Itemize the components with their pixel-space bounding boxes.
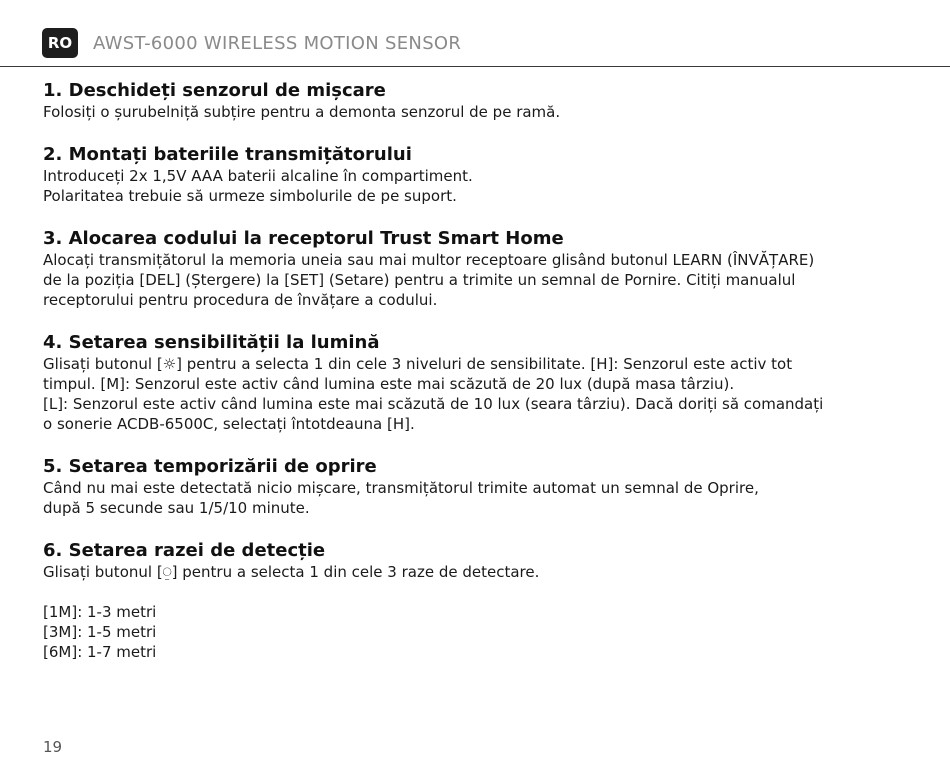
section-text-line: receptorului pentru procedura de învățare a codului. <box>43 291 438 309</box>
section-light-sensitivity <box>43 332 913 434</box>
section-text-line: Alocați transmițătorul la memoria uneia sau mai multor receptoare glisând butonul LEARN (ÎNVĂȚARE) <box>43 251 815 269</box>
section-text-line: Polaritatea trebuie să urmeze simbolurile de pe suport. <box>43 187 457 205</box>
blank-line <box>43 582 913 602</box>
page-header <box>0 0 950 67</box>
section-text-line: o sonerie ACDB-6500C, selectați întotdeauna [H]. <box>43 415 415 433</box>
section-install-batteries <box>43 144 913 206</box>
section-detection-range <box>43 540 913 662</box>
section-text-line: [L]: Senzorul este activ când lumina este mai scăzută de 10 lux (seara târziu). Dacă doriți să comandați <box>43 395 824 413</box>
section-title: 1. Deschideți senzorul de mișcare <box>43 80 386 101</box>
section-title: 2. Montați bateriile transmițătorului <box>43 144 412 165</box>
section-open-sensor <box>43 80 913 122</box>
page-number: 19 <box>43 738 63 756</box>
range-option-3m: [3M]: 1-5 metri <box>43 623 157 641</box>
section-code-assignment <box>43 228 913 310</box>
language-badge: RO <box>42 28 78 58</box>
instructions-content <box>43 80 913 684</box>
section-text-line: Glisați butonul [☼] pentru a selecta 1 din cele 3 niveluri de sensibilitate. [H]: Senzorul este activ tot <box>43 355 793 373</box>
section-title: 3. Alocarea codului la receptorul Trust Smart Home <box>43 228 564 249</box>
section-text-line: de la poziția [DEL] (Ștergere) la [SET] (Setare) pentru a trimite un semnal de Pornire. Citiți manualul <box>43 271 796 289</box>
range-option-1m: [1M]: 1-3 metri <box>43 603 157 621</box>
section-text-line: Folosiți o șurubelniță subțire pentru a demonta senzorul de pe ramă. <box>43 103 561 121</box>
section-text-line: Când nu mai este detectată nicio mișcare, transmițătorul trimite automat un semnal de Oprire, <box>43 479 759 497</box>
section-off-timer <box>43 456 913 518</box>
range-option-6m: [6M]: 1-7 metri <box>43 643 157 661</box>
section-text-line: Introduceți 2x 1,5V AAA baterii alcaline în compartiment. <box>43 167 473 185</box>
section-text-line: după 5 secunde sau 1/5/10 minute. <box>43 499 310 517</box>
section-title: 6. Setarea razei de detecție <box>43 540 326 561</box>
section-title: 5. Setarea temporizării de oprire <box>43 456 377 477</box>
section-title: 4. Setarea sensibilității la lumină <box>43 332 380 353</box>
document-title: AWST-6000 WIRELESS MOTION SENSOR <box>93 33 462 54</box>
section-text-line: timpul. [M]: Senzorul este activ când lumina este mai scăzută de 20 lux (după masa târziu). <box>43 375 735 393</box>
section-text-line: Glisați butonul [⍜] pentru a selecta 1 din cele 3 raze de detectare. <box>43 563 540 581</box>
